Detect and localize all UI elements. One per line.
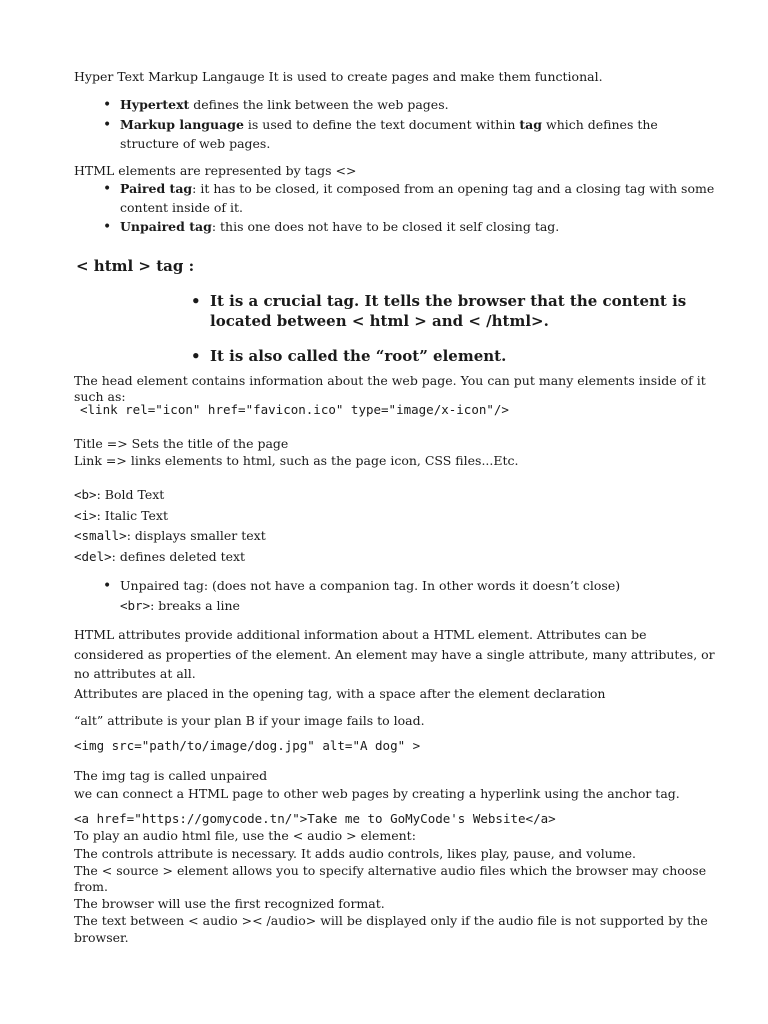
code-line: <img src="path/to/image/dog.jpg" alt="A dog" >	[74, 738, 421, 753]
bullet-icon: •	[103, 181, 112, 197]
bullet-icon: •	[191, 292, 201, 310]
paragraph-line: we can connect a HTML page to other web pages by creating a hyperlink using the anchor tag.	[74, 786, 680, 801]
bullet-icon: •	[103, 578, 112, 594]
format-tag-line: <b>: Bold Text	[74, 487, 165, 502]
paragraph-line: browser.	[74, 930, 129, 945]
format-tag-line: <del>: defines deleted text	[74, 549, 246, 564]
list-item-continuation: <br>: breaks a line	[120, 598, 240, 613]
paragraph-line: The < source > element allows you to specify alternative audio files which the browser may choose	[74, 863, 707, 878]
paragraph-line: The img tag is called unpaired	[74, 768, 268, 783]
paragraph-line: To play an audio html file, use the < audio > element:	[74, 828, 416, 843]
paragraph-line: Link => links elements to html, such as the page icon, CSS files...Etc.	[74, 453, 519, 468]
list-item-continuation: located between < html > and < /html>.	[210, 312, 549, 330]
list-item-continuation: content inside of it.	[120, 200, 243, 215]
bullet-icon: •	[103, 97, 112, 113]
list-item: It is a crucial tag. It tells the browser that the content is	[210, 292, 687, 310]
format-tag-line: <small>: displays smaller text	[74, 528, 266, 543]
bullet-icon: •	[103, 219, 112, 235]
paragraph-line: The controls attribute is necessary. It adds audio controls, likes play, pause, and volume.	[74, 846, 636, 861]
bullet-icon: •	[103, 117, 112, 133]
code-line: <link rel="icon" href="favicon.ico" type="image/x-icon"/>	[80, 402, 509, 417]
paragraph-line: “alt” attribute is your plan B if your image fails to load.	[74, 713, 425, 728]
paragraph-line: such as:	[74, 389, 126, 404]
list-item: It is also called the “root” element.	[210, 347, 507, 365]
paragraph-line: from.	[74, 879, 108, 894]
list-item: Markup language is used to define the text document within tag which defines the	[120, 117, 658, 132]
list-item: Unpaired tag: (does not have a companion tag. In other words it doesn’t close)	[120, 578, 621, 593]
paragraph-line: HTML attributes provide additional information about a HTML element. Attributes can be	[74, 627, 647, 642]
paragraph-line: no attributes at all.	[74, 666, 196, 681]
intro-text: Hyper Text Markup Langauge It is used to create pages and make them functional.	[74, 69, 603, 84]
paragraph-line: The head element contains information about the web page. You can put many elements inside of it	[74, 373, 706, 388]
paragraph-line: Title => Sets the title of the page	[74, 436, 289, 451]
format-tag-line: <i>: Italic Text	[74, 508, 168, 523]
section-heading: < html > tag :	[76, 257, 195, 275]
tags-intro: HTML elements are represented by tags <>	[74, 163, 357, 178]
code-line: <a href="https://gomycode.tn/">Take me to GoMyCode's Website</a>	[74, 811, 556, 826]
list-item: Paired tag: it has to be closed, it composed from an opening tag and a closing tag with some	[120, 181, 715, 196]
paragraph-line: The browser will use the first recognized format.	[74, 896, 385, 911]
paragraph-line: The text between < audio >< /audio> will be displayed only if the audio file is not supported by the	[74, 913, 708, 928]
list-item: Hypertext defines the link between the web pages.	[120, 97, 449, 112]
bullet-icon: •	[191, 347, 201, 365]
list-item: Unpaired tag: this one does not have to be closed it self closing tag.	[120, 219, 560, 234]
paragraph-line: considered as properties of the element. An element may have a single attribute, many attributes, or	[74, 647, 715, 662]
list-item-continuation: structure of web pages.	[120, 136, 271, 151]
paragraph-line: Attributes are placed in the opening tag, with a space after the element declaration	[74, 686, 606, 701]
